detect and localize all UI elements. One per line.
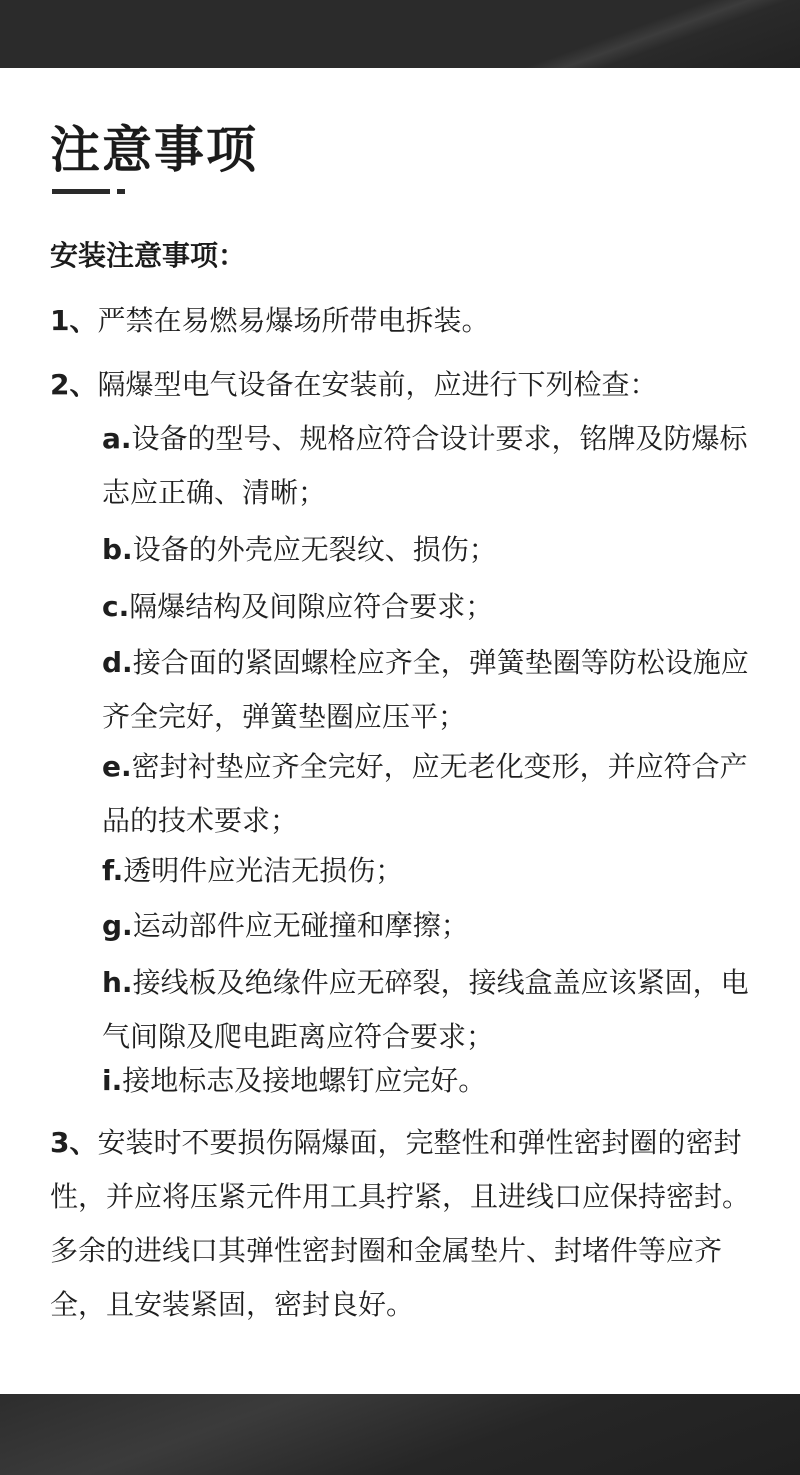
check-text: 接线板及绝缘件应无碎裂，接线盒盖应该紧固，电气间隙及爬电距离应符合要求； — [102, 966, 749, 1053]
check-letter: g. — [102, 909, 133, 942]
check-item — [102, 412, 752, 520]
notice-card — [0, 68, 800, 1394]
check-item — [102, 899, 752, 953]
check-item — [102, 580, 752, 634]
check-letter: i. — [102, 1064, 123, 1097]
check-text: 设备的型号、规格应符合设计要求，铭牌及防爆标志应正确、清晰； — [102, 422, 748, 509]
title-underline-dot — [117, 189, 125, 194]
check-text: 隔爆结构及间隙应符合要求； — [129, 590, 494, 623]
item-number: 2、 — [50, 368, 98, 401]
check-letter: a. — [102, 422, 132, 455]
title-underline — [52, 189, 110, 194]
check-item — [102, 1054, 752, 1108]
check-text: 设备的外壳应无裂纹、损伤； — [132, 533, 497, 566]
check-letter: f. — [102, 854, 124, 887]
item-text: 安装时不要损伤隔爆面，完整性和弹性密封圈的密封性，并应将压紧元件用工具拧紧，且进线口应保持密封。多余的进线口其弹性密封圈和金属垫片、封堵件等应齐全，且安装紧固，密封良好。 — [50, 1126, 751, 1321]
list-item — [50, 358, 750, 412]
top-decorative-band — [0, 0, 800, 68]
item-text: 严禁在易燃易爆场所带电拆装。 — [97, 304, 490, 337]
check-text: 运动部件应无碰撞和摩擦； — [132, 909, 469, 942]
item-text: 隔爆型电气设备在安装前，应进行下列检查： — [97, 368, 658, 401]
check-letter: d. — [102, 646, 133, 679]
check-item — [102, 956, 752, 1064]
list-item — [50, 1116, 750, 1332]
check-letter: e. — [102, 750, 132, 783]
page-title: 注意事项 — [50, 121, 258, 179]
check-letter: c. — [102, 590, 130, 623]
list-item — [50, 294, 750, 348]
item-number: 1、 — [50, 304, 98, 337]
section-heading: 安装注意事项： — [50, 239, 247, 272]
check-text: 密封衬垫应齐全完好，应无老化变形，并应符合产品的技术要求； — [102, 750, 748, 837]
check-item — [102, 740, 752, 848]
item-number: 3、 — [50, 1126, 98, 1159]
check-item — [102, 636, 752, 744]
check-text: 接合面的紧固螺栓应齐全，弹簧垫圈等防松设施应齐全完好，弹簧垫圈应压平； — [102, 646, 749, 733]
bottom-decorative-band — [0, 1394, 800, 1475]
check-item — [102, 844, 752, 898]
check-text: 透明件应光洁无损伤； — [123, 854, 404, 887]
check-text: 接地标志及接地螺钉应完好。 — [122, 1064, 487, 1097]
check-item — [102, 523, 752, 577]
check-letter: h. — [102, 966, 133, 999]
check-letter: b. — [102, 533, 133, 566]
